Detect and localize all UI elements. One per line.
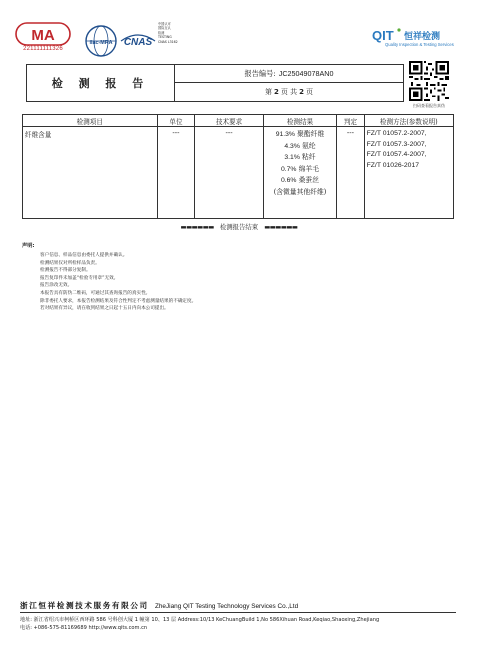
result-fiber: 桑蚕丝: [298, 176, 320, 185]
cell-unit: ---: [157, 127, 195, 219]
end-note-text: 检测报告结束: [219, 223, 259, 231]
report-title: 检 测 报 告: [27, 65, 175, 101]
declaration-item: 本报告具有防伪二维码，可通过其查询报告的真实性。: [40, 290, 151, 296]
cnas-caption-line: 国际互认: [158, 26, 171, 31]
result-line: [266, 129, 335, 141]
result-pct: 0.6%: [280, 177, 297, 185]
company-name: [20, 600, 298, 611]
page-total: 2: [299, 88, 304, 96]
cell-result: [263, 127, 337, 219]
method-line: FZ/T 01057.2-2007,: [366, 130, 427, 137]
declaration-item: 报告涂改无效。: [40, 283, 73, 289]
header-method: 检测方法(参数说明): [364, 115, 453, 127]
result-line: [266, 164, 335, 176]
declaration-list: [40, 252, 340, 313]
test-results-table: [22, 114, 454, 219]
cell-method: [364, 127, 453, 219]
ilac-label: ilac-MRA: [89, 40, 113, 46]
result-line: [266, 187, 335, 198]
result-line: [266, 152, 335, 164]
result-fiber: 绵羊毛: [298, 164, 320, 173]
header-result: 检测结果: [263, 115, 337, 127]
end-note-bars-left: ▬▬▬▬▬▬: [180, 223, 214, 231]
result-line: [266, 175, 335, 187]
result-fiber: 聚酯纤维: [297, 130, 325, 138]
cell-judgement: ---: [337, 127, 364, 219]
result-pct: 91.3%: [275, 131, 295, 138]
table-header-row: [23, 115, 454, 127]
cnas-caption-line: 检测: [158, 30, 165, 35]
company-contact[interactable]: 电话: +086-575-81169689 http://www.qits.com.cn: [20, 625, 148, 631]
declaration-item: 若对结果有异议，请在收到结果之日起十五日内向本公司提出。: [40, 306, 169, 312]
company-name-en: ZheJiang QIT Testing Technology Services Co.,Ltd: [154, 603, 299, 610]
table-row: [23, 127, 454, 219]
page-mid: 页 共: [280, 88, 298, 96]
cnas-logo: [118, 27, 158, 49]
result-fiber: 粘纤: [302, 153, 316, 162]
header-requirement: 技术要求: [195, 115, 263, 127]
report-meta: [175, 65, 403, 101]
report-end-note: [0, 222, 478, 231]
cma-logo: [14, 22, 72, 58]
cnas-label: CNAS: [123, 37, 153, 48]
report-number-label: 报告编号:: [244, 68, 276, 78]
method-line: FZ/T 01026-2017: [366, 161, 420, 169]
declaration-item: 除非委托人要求，本报告检测结果及符合性判定不考虑测量结果的不确定度。: [40, 298, 197, 304]
page-suffix: 页: [305, 88, 313, 96]
cma-number: 221111111326: [23, 46, 63, 52]
qit-tagline: Quality Inspection & Testing Services: [385, 42, 454, 47]
header-test-item: 检测项目: [23, 115, 158, 127]
result-line: [266, 141, 335, 153]
header-judgement: 判定: [337, 115, 364, 127]
declaration-item: 客户信息、样品信息由委托人提供并确认。: [40, 253, 128, 258]
result-pct: 0.7%: [280, 165, 297, 173]
page-current: 2: [274, 88, 279, 96]
result-pct: 3.1%: [284, 154, 300, 162]
qit-logo: [368, 26, 458, 52]
declaration-item: 检测报告不得部分复制。: [40, 268, 91, 274]
method-line: FZ/T 01057.4-2007,: [366, 151, 427, 159]
report-number-row: [175, 65, 403, 83]
page-prefix: 第: [265, 88, 272, 96]
declaration-item: 报告复印件未加盖“检验专用章”无效。: [40, 275, 119, 281]
result-fiber: 氨纶: [302, 141, 316, 150]
declaration-title: 声明:: [22, 243, 35, 249]
qr-caption: 扫码查看报告真伪: [413, 103, 445, 108]
method-line: FZ/T 01057.3-2007,: [366, 140, 427, 148]
cnas-caption: [158, 22, 198, 44]
qit-brand: QIT: [372, 28, 394, 43]
report-title-box: [26, 64, 404, 102]
header-unit: 单位: [157, 115, 195, 127]
company-address: 地址: 浙江省绍兴市柯桥区西环路 586 号科创大厦 1 幢第 10、13 层 Address:10/13 KeChuangBuild 1,No 586Xihuan Road,Keqiao,Shaoxing,Zhejiang: [20, 617, 380, 623]
qr-code[interactable]: [409, 61, 449, 101]
qit-cn-name: 恒祥检测: [404, 32, 441, 42]
footer-divider: [20, 612, 456, 613]
ilac-mra-logo: [84, 24, 118, 58]
declaration-item: 检测结果仅对所检样品负责。: [40, 260, 100, 266]
cell-test-item: 纤维含量: [23, 127, 158, 219]
report-number: JC25049078AN0: [278, 69, 334, 78]
cnas-caption-line: TESTING: [158, 35, 172, 40]
cnas-caption-line: 中国认可: [158, 22, 171, 26]
page-number-row: [175, 83, 403, 101]
end-note-bars-right: ▬▬▬▬▬▬: [264, 223, 298, 231]
svg-text:MA: MA: [31, 27, 55, 44]
result-fiber: (含微量其他纤维): [273, 187, 327, 196]
company-name-cn: 浙江恒祥检测技术服务有限公司: [20, 601, 149, 610]
cell-requirement: ---: [195, 127, 263, 219]
cnas-caption-line: CNAS L3162: [158, 39, 178, 44]
result-pct: 4.3%: [284, 142, 300, 150]
